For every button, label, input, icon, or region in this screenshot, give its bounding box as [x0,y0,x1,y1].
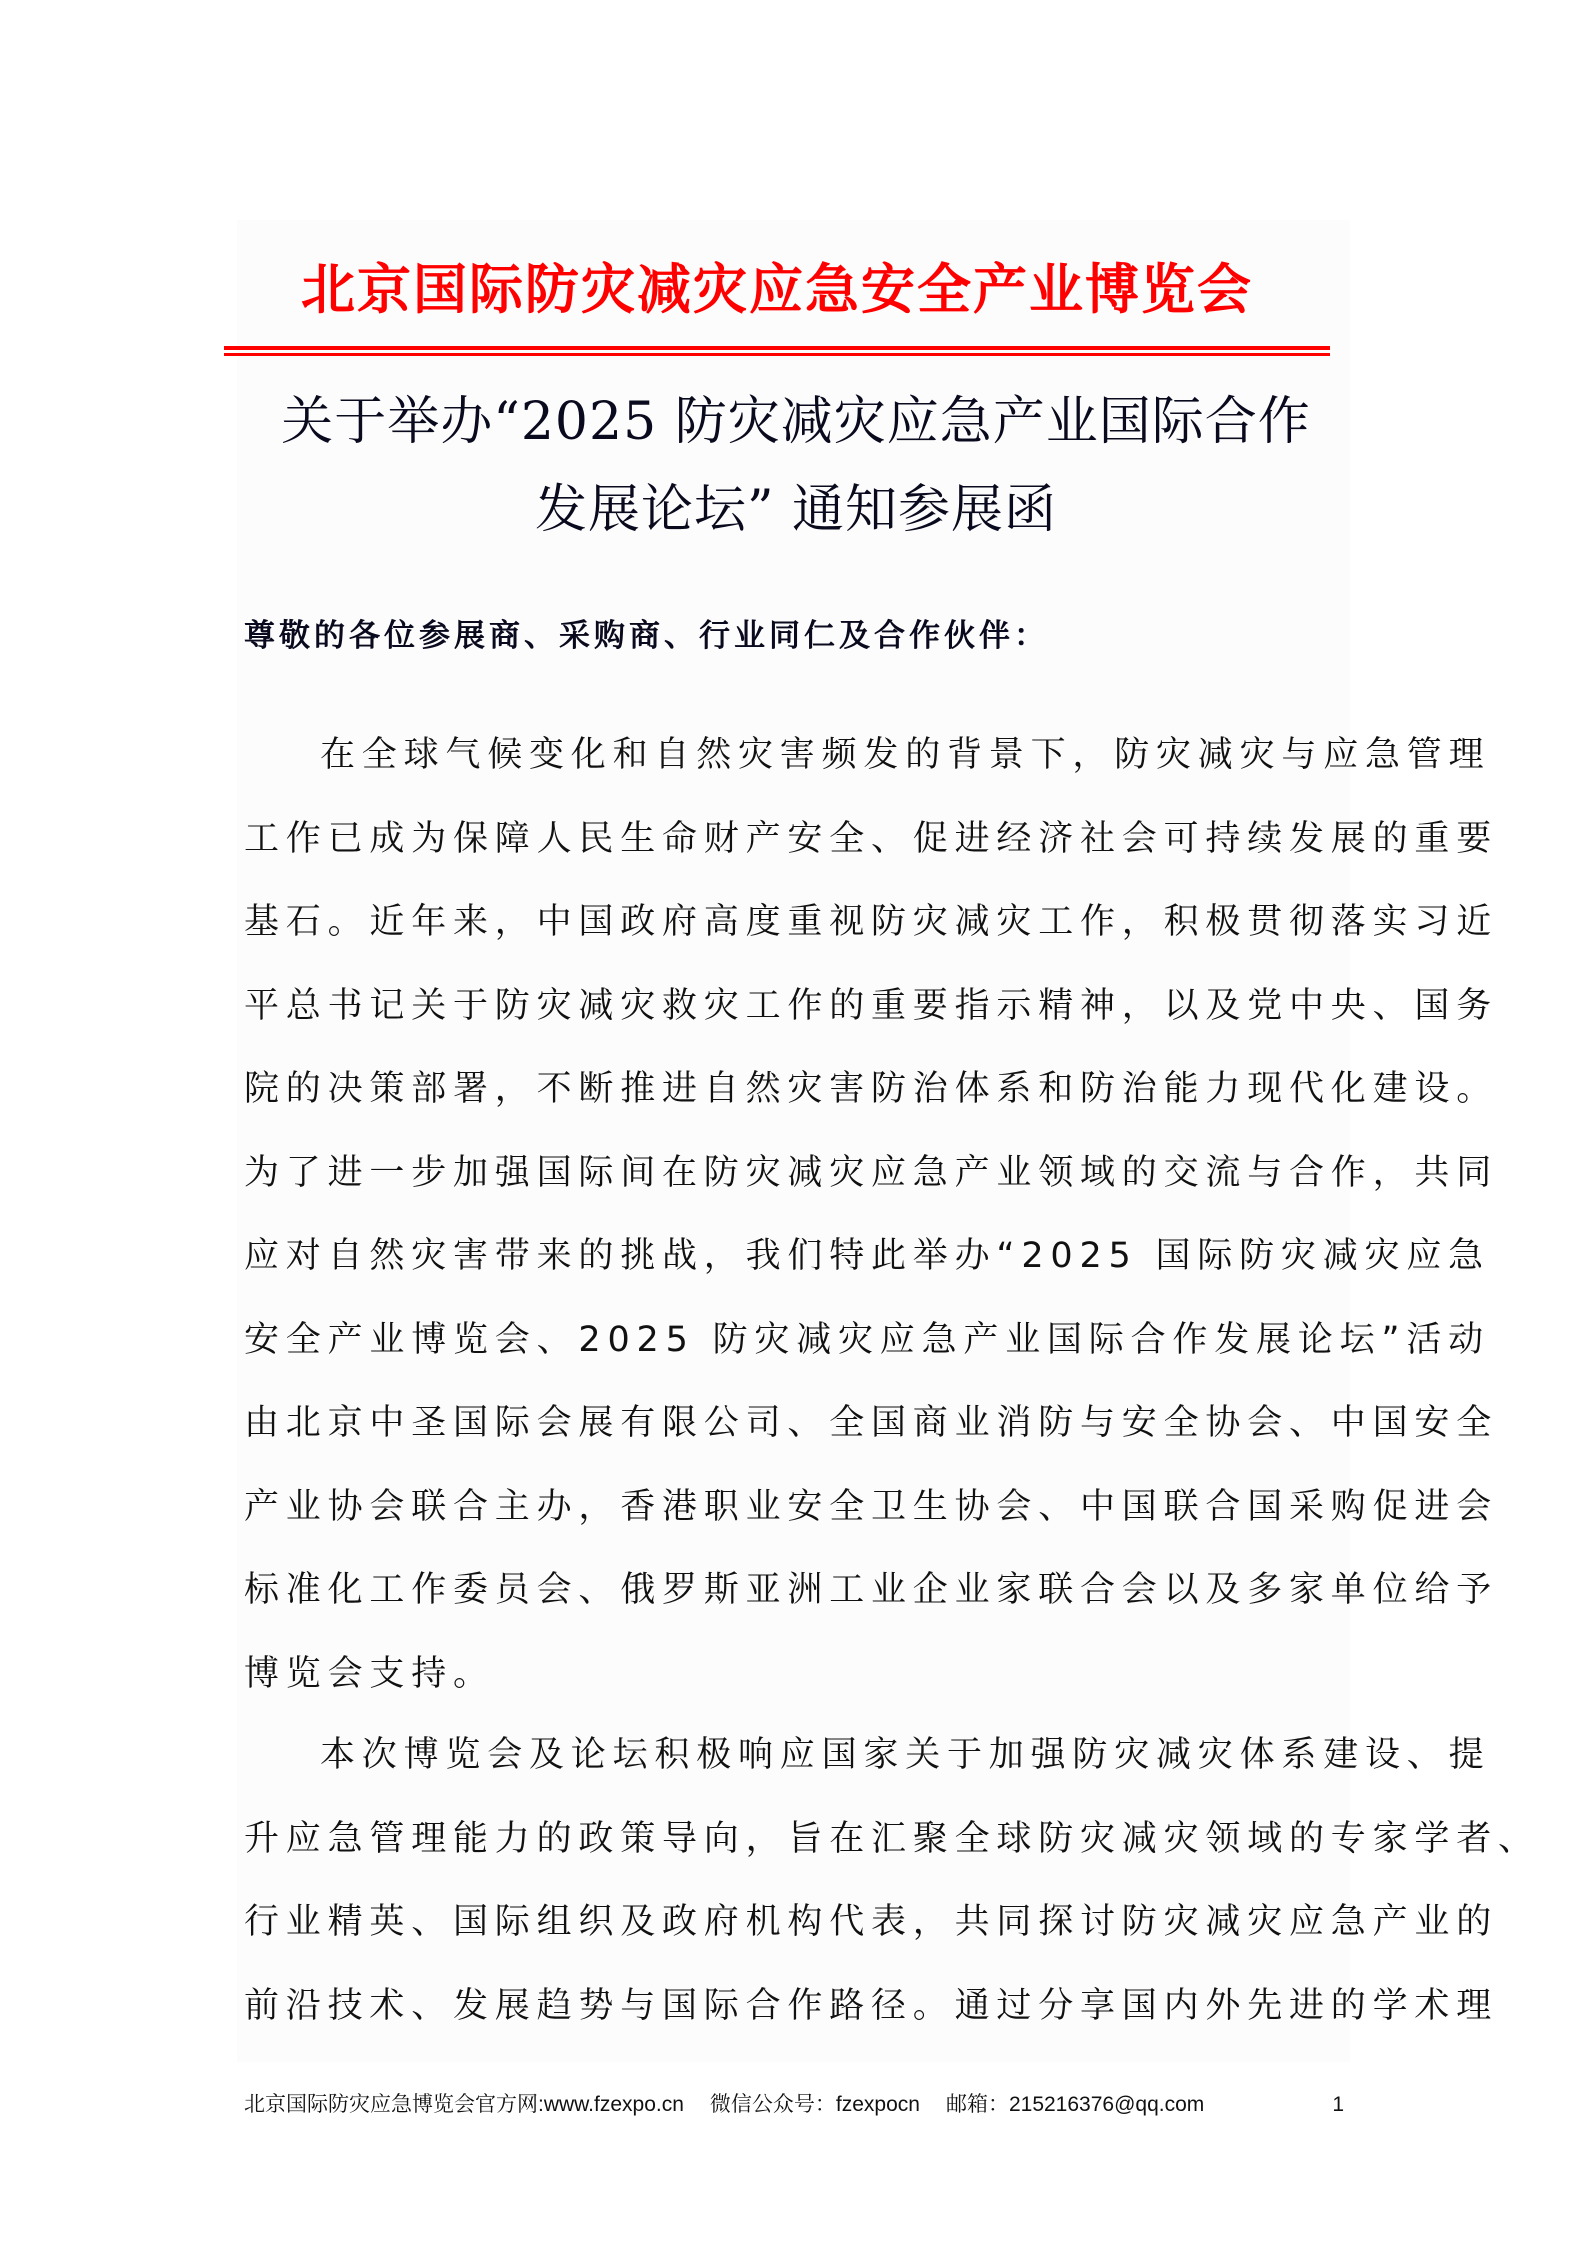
heading-line-2: 发展论坛” 通知参展函 [534,480,1058,540]
paragraph-line: 院的决策部署，不断推进自然灾害防治体系和防治能力现代化建设。 [244,1069,1499,1109]
paragraph-line: 前沿技术、发展趋势与国际合作路径。通过分享国内外先进的学术理 [244,1985,1499,2026]
letterhead-title: 北京国际防灾减灾应急安全产业博览会 [301,258,1253,321]
paragraph-line: 基石。近年来，中国政府高度重视防灾减灾工作，积极贯彻落实习近 [244,902,1499,942]
document-heading [240,378,1352,554]
letterhead-rule-thin [224,353,1330,356]
paragraph-1 [244,714,1499,1716]
paragraph-line: 博览会支持。 [244,1653,495,1694]
paragraph-line: 产业协会联合主办，香港职业安全卫生协会、中国联合国采购促进会 [244,1486,1499,1527]
paragraph-line: 标准化工作委员会、俄罗斯亚洲工业企业家联合会以及多家单位给予 [244,1570,1499,1610]
letterhead-rule-thick [224,346,1330,350]
paragraph-2 [244,1714,1540,2048]
paragraph-line: 应对自然灾害带来的挑战，我们特此举办“2025 国际防灾减灾应急 [244,1236,1490,1276]
paragraph-line: 工作已成为保障人民生命财产安全、促进经济社会可持续发展的重要 [244,818,1499,859]
footer-website-label: 北京国际防灾应急博览会官方网: [244,2093,544,2116]
paragraph-line: 由北京中圣国际会展有限公司、全国商业消防与安全协会、中国安全 [244,1403,1499,1443]
paragraph-line: 为了进一步加强国际间在防灾减灾应急产业领域的交流与合作，共同 [244,1152,1499,1193]
footer-email-label: 邮箱： [945,2093,1009,2116]
paragraph-line: 升应急管理能力的政策导向，旨在汇聚全球防灾减灾领域的专家学者、 [244,1818,1540,1859]
salutation: 尊敬的各位参展商、采购商、行业同仁及合作伙伴： [244,618,1049,654]
footer-email-link[interactable]: 215216376@qq.com [1008,2093,1205,2116]
footer-wechat-id: fzexpocn [835,2093,920,2116]
page-footer [244,2088,1354,2118]
paragraph-line: 行业精英、国际组织及政府机构代表，共同探讨防灾减灾应急产业的 [244,1902,1499,1942]
paragraph-line: 平总书记关于防灾减灾救灾工作的重要指示精神，以及党中央、国务 [244,985,1499,1026]
paragraph-line: 在全球气候变化和自然灾害频发的背景下，防灾减灾与应急管理 [320,735,1491,775]
footer-wechat-label: 微信公众号： [709,2093,836,2116]
page-number: 1 [1332,2093,1344,2116]
paragraph-line: 安全产业博览会、2025 防灾减灾应急产业国际合作发展论坛”活动 [244,1319,1490,1360]
heading-line-1: 关于举办“2025 防灾减灾应急产业国际合作 [281,392,1311,452]
footer-website-link[interactable]: www.fzexpo.cn [543,2093,684,2116]
paragraph-line: 本次博览会及论坛积极响应国家关于加强防灾减灾体系建设、提 [320,1735,1491,1775]
